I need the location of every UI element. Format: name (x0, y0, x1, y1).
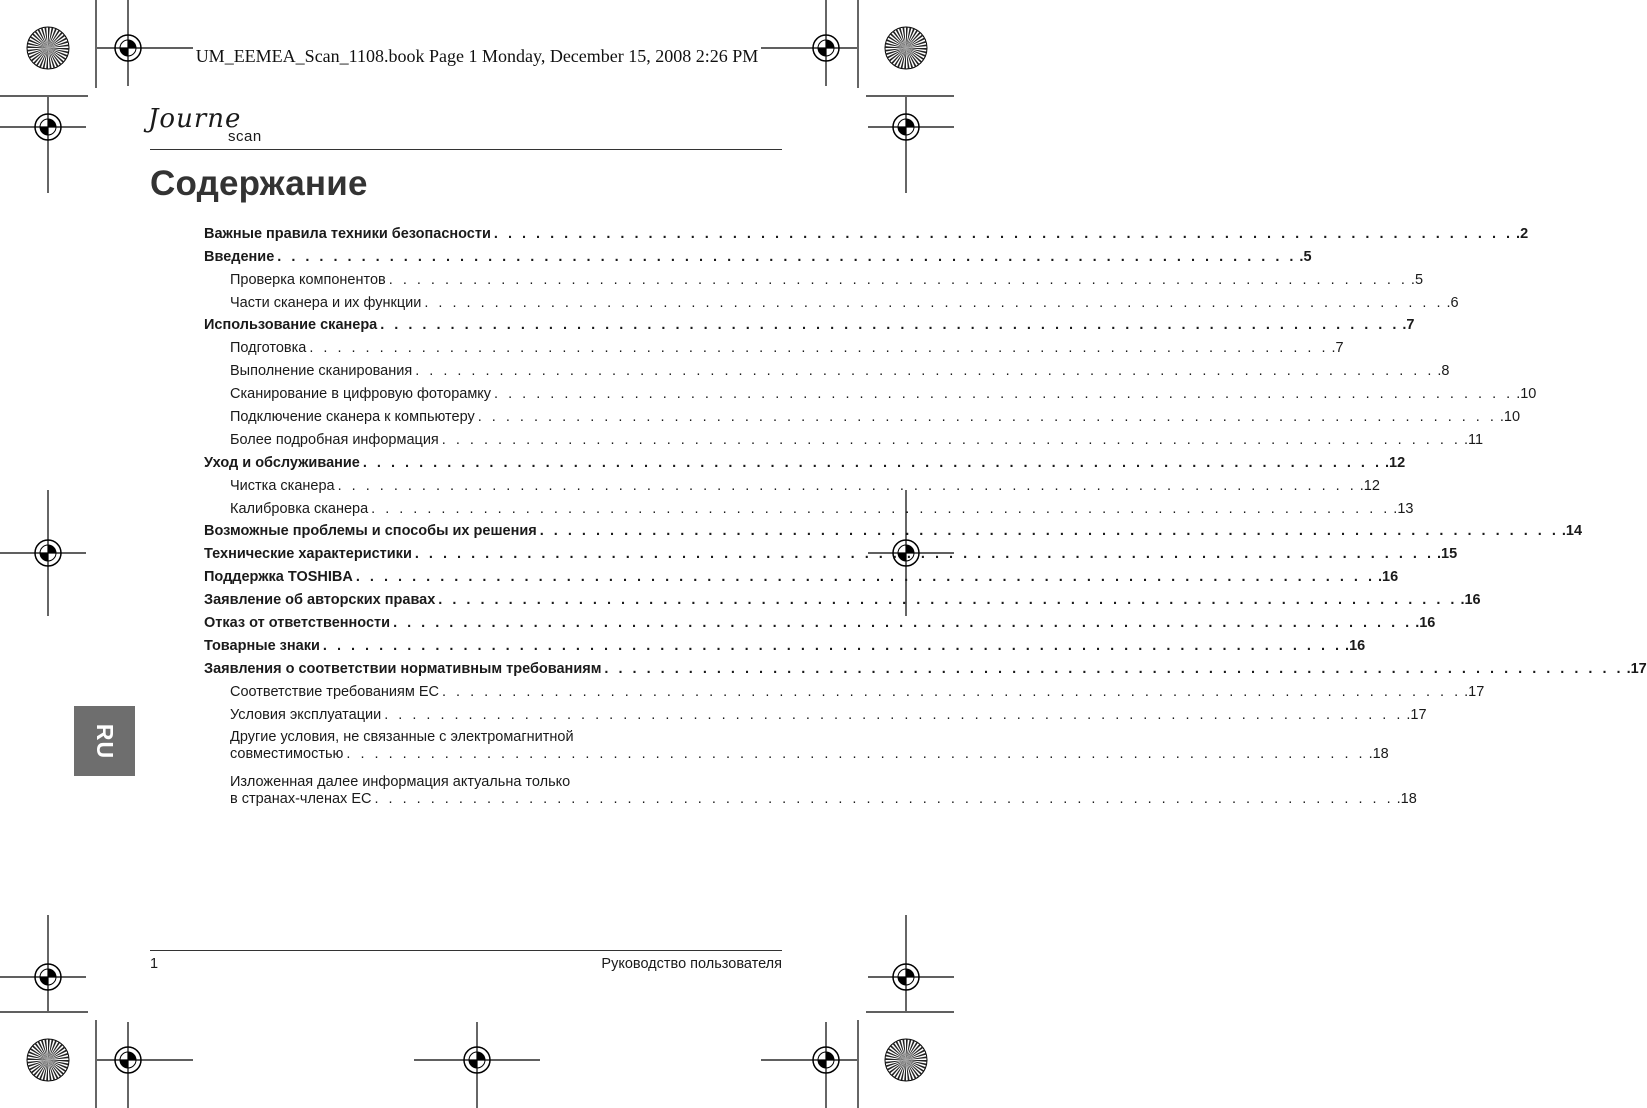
toc-leader-dots: . . . . . . . . . . . . . . . . . . . . . . . . . . . . . . . . . . . . . . . . . . . . . . . . . . . . . . . . . . . . . . . . . . . . . . . . . (424, 294, 1444, 311)
toc-entry[interactable] (204, 724, 1389, 769)
toc-leader-dots: . . . . . . . . . . . . . . . . . . . . . . . . . . . . . . . . . . . . . . . . . . . . . . . . . . . . . . . . . . . . . . . . . . . . . . . . . (493, 225, 1514, 242)
toc-entry-page: .15 (1437, 546, 1458, 563)
toc-entry-title: совместимостью (230, 745, 344, 762)
toc-entry-page: .16 (1415, 615, 1436, 632)
toc-entry-title: Уход и обслуживание (204, 454, 360, 471)
color-starburst-mark (885, 1039, 927, 1081)
logo-script: Journe (148, 104, 242, 134)
toc-entry-page: .10 (1499, 409, 1521, 426)
toc-entry-title: Использование сканера (204, 317, 378, 334)
toc-entry-page: .5 (1410, 271, 1424, 288)
toc-entry-page: .17 (1626, 660, 1647, 677)
toc-entry[interactable] (204, 380, 1537, 403)
toc-entry-title: Технические характеристики (204, 546, 412, 563)
toc-entry-page: .8 (1437, 363, 1450, 380)
table-of-contents (204, 220, 1647, 814)
toc-leader-dots: . . . . . . . . . . . . . . . . . . . . . . . . . . . . . . . . . . . . . . . . . . . . . . . . . . . . . . . . . . . . . . . . . . . . . . . . . (438, 592, 1458, 609)
color-starburst-mark (27, 1039, 69, 1081)
toc-entry-title: Подготовка (230, 340, 307, 357)
toc-entry[interactable] (204, 540, 1458, 563)
language-tab (74, 706, 135, 776)
toc-entry-page: .18 (1396, 790, 1417, 807)
toc-entry-title: Подключение сканера к компьютеру (230, 409, 475, 426)
toc-entry-page: .14 (1561, 523, 1583, 540)
toc-leader-dots: . . . . . . . . . . . . . . . . . . . . . . . . . . . . . . . . . . . . . . . . . . . . . . . . . . . . . . . . . . . . . . . . . . . . . . . . . (362, 454, 1383, 471)
toc-entry-page: .10 (1516, 386, 1537, 403)
toc-entry[interactable] (204, 678, 1485, 701)
toc-entry-title: Чистка сканера (230, 477, 335, 494)
toc-entry-title: Условия эксплуатации (230, 706, 382, 723)
toc-leader-dots: . . . . . . . . . . . . . . . . . . . . . . . . . . . . . . . . . . . . . . . . . . . . . . . . . . . . . . . . . . . . . . . . . . . . . . . . . (346, 745, 1366, 762)
toc-entry[interactable] (204, 449, 1406, 472)
toc-entry[interactable] (204, 655, 1647, 678)
toc-leader-dots: . . . . . . . . . . . . . . . . . . . . . . . . . . . . . . . . . . . . . . . . . . . . . . . . . . . . . . . . . . . . . . . . . . . . . . . . . (604, 660, 1624, 677)
toc-leader-dots: . . . . . . . . . . . . . . . . . . . . . . . . . . . . . . . . . . . . . . . . . . . . . . . . . . . . . . . . . . . . . . . . . . . . . . . . . (388, 271, 1408, 288)
toc-entry[interactable] (204, 426, 1484, 449)
toc-entry-page: .7 (1331, 340, 1344, 357)
toc-entry-title: Проверка компонентов (230, 271, 386, 288)
toc-leader-dots: . . . . . . . . . . . . . . . . . . . . . . . . . . . . . . . . . . . . . . . . . . . . . . . . . . . . . . . . . . . . . . . . . . . . . . . . . (442, 683, 1462, 700)
toc-entry-page: .2 (1516, 225, 1529, 242)
toc-leader-dots: . . . . . . . . . . . . . . . . . . . . . . . . . . . . . . . . . . . . . . . . . . . . . . . . . . . . . . . . . . . . . . . . . . . . . . . . . (355, 569, 1376, 586)
toc-entry-page: .17 (1406, 706, 1427, 723)
header-rule (150, 149, 782, 150)
toc-leader-dots: . . . . . . . . . . . . . . . . . . . . . . . . . . . . . . . . . . . . . . . . . . . . . . . . . . . . . . . . . . . . . . . . . . . . . . . . . (441, 431, 1461, 448)
toc-leader-dots: . . . . . . . . . . . . . . . . . . . . . . . . . . . . . . . . . . . . . . . . . . . . . . . . . . . . . . . . . . . . . . . . . . . . . . . . . (384, 706, 1404, 723)
toc-entry[interactable] (204, 609, 1436, 632)
toc-entry-page: .16 (1460, 592, 1481, 609)
footer-page-number: 1 (150, 956, 159, 972)
toc-entry-page: .16 (1378, 569, 1399, 586)
toc-entry[interactable] (204, 563, 1399, 586)
toc-leader-dots: . . . . . . . . . . . . . . . . . . . . . . . . . . . . . . . . . . . . . . . . . . . . . . . . . . . . . . . . . . . . . . . . . . . . . . . . . (277, 248, 1297, 265)
logo-sub: scan (228, 128, 262, 145)
toc-entry-page: .16 (1345, 637, 1366, 654)
toc-entry[interactable] (204, 312, 1415, 335)
page-title: Содержание (150, 164, 368, 203)
toc-leader-dots: . . . . . . . . . . . . . . . . . . . . . . . . . . . . . . . . . . . . . . . . . . . . . . . . . . . . . . . . . . . . . . . . . . . . . . . . . (337, 477, 1357, 494)
toc-entry-title: Сканирование в цифровую фоторамку (230, 386, 492, 403)
toc-entry-page: .11 (1463, 431, 1484, 448)
toc-leader-dots: . . . . . . . . . . . . . . . . . . . . . . . . . . . . . . . . . . . . . . . . . . . . . . . . . . . . . . . . . . . . . . . . . . . . . . . . . (380, 317, 1400, 334)
toc-entry[interactable] (204, 495, 1414, 518)
toc-entry-title: Соответствие требованиям ЕС (230, 683, 439, 700)
toc-leader-dots: . . . . . . . . . . . . . . . . . . . . . . . . . . . . . . . . . . . . . . . . . . . . . . . . . . . . . . . . . . . . . . . . . . . . . . . . . (371, 500, 1391, 517)
toc-entry[interactable] (204, 357, 1450, 380)
toc-entry-title: Поддержка TOSHIBA (204, 569, 353, 586)
toc-entry-page: .5 (1299, 248, 1312, 265)
toc-entry[interactable] (204, 472, 1380, 495)
toc-leader-dots: . . . . . . . . . . . . . . . . . . . . . . . . . . . . . . . . . . . . . . . . . . . . . . . . . . . . . . . . . . . . . . . . . . . . . . . . . (494, 386, 1514, 403)
toc-entry-page: .12 (1359, 477, 1380, 494)
file-slug: UM_EEMEA_Scan_1108.book Page 1 Monday, December 15, 2008 2:26 PM (195, 46, 759, 66)
toc-entry-title: Заявления о соответствии нормативным требованиям (204, 660, 602, 677)
toc-entry[interactable] (204, 701, 1427, 724)
toc-entry-title: Части сканера и их функции (230, 294, 422, 311)
toc-entry-page: .18 (1368, 745, 1389, 762)
toc-entry-title: Изложенная далее информация актуальна только (230, 773, 571, 790)
toc-entry-title: Другие условия, не связанные с электромагнитной (230, 728, 574, 745)
footer-rule (150, 950, 782, 951)
toc-entry-page: .7 (1402, 317, 1415, 334)
toc-entry[interactable] (204, 243, 1312, 266)
toc-entry[interactable] (204, 266, 1424, 289)
toc-entry-title: в странах-членах ЕС (230, 790, 372, 807)
toc-entry-title: Введение (204, 248, 275, 265)
toc-entry-title: Возможные проблемы и способы их решения (204, 523, 537, 540)
toc-leader-dots: . . . . . . . . . . . . . . . . . . . . . . . . . . . . . . . . . . . . . . . . . . . . . . . . . . . . . . . . . . . . . . . . . . . . . . . . . (322, 637, 1343, 654)
toc-entry-title: Заявление об авторских правах (204, 592, 436, 609)
toc-leader-dots: . . . . . . . . . . . . . . . . . . . . . . . . . . . . . . . . . . . . . . . . . . . . . . . . . . . . . . . . . . . . . . . . . . . . . . . . . (477, 409, 1497, 426)
footer-title: Руководство пользователя (601, 956, 782, 972)
toc-entry[interactable] (204, 220, 1529, 243)
toc-entry-page: .17 (1464, 683, 1485, 700)
toc-entry-title: Выполнение сканирования (230, 363, 413, 380)
language-tab-label: RU (91, 723, 118, 759)
toc-leader-dots: . . . . . . . . . . . . . . . . . . . . . . . . . . . . . . . . . . . . . . . . . . . . . . . . . . . . . . . . . . . . . . . . . . . . . . . . . (415, 363, 1435, 380)
toc-entry[interactable] (204, 334, 1344, 357)
toc-leader-dots: . . . . . . . . . . . . . . . . . . . . . . . . . . . . . . . . . . . . . . . . . . . . . . . . . . . . . . . . . . . . . . . . . . . . . . . . . (374, 790, 1394, 807)
toc-leader-dots: . . . . . . . . . . . . . . . . . . . . . . . . . . . . . . . . . . . . . . . . . . . . . . . . . . . . . . . . . . . . . . . . . . . . . . . . . (309, 340, 1329, 357)
toc-entry-title: Важные правила техники безопасности (204, 225, 491, 242)
toc-entry-page: .13 (1393, 500, 1414, 517)
toc-entry[interactable] (204, 769, 1417, 814)
toc-leader-dots: . . . . . . . . . . . . . . . . . . . . . . . . . . . . . . . . . . . . . . . . . . . . . . . . . . . . . . . . . . . . . . . . . . . . . . . . . (539, 523, 1559, 540)
toc-entry-title: Отказ от ответственности (204, 615, 391, 632)
toc-entry[interactable] (204, 632, 1366, 655)
toc-entry[interactable] (204, 518, 1583, 541)
toc-leader-dots: . . . . . . . . . . . . . . . . . . . . . . . . . . . . . . . . . . . . . . . . . . . . . . . . . . . . . . . . . . . . . . . . . . . . . . . . . (393, 615, 1413, 632)
toc-entry-title: Более подробная информация (230, 431, 439, 448)
toc-entry-title: Товарные знаки (204, 637, 320, 654)
toc-entry[interactable] (204, 289, 1459, 312)
toc-entry-title: Калибровка сканера (230, 500, 369, 517)
toc-entry[interactable] (204, 586, 1481, 609)
toc-entry-page: .6 (1446, 294, 1459, 311)
toc-entry-page: .12 (1385, 454, 1406, 471)
toc-leader-dots: . . . . . . . . . . . . . . . . . . . . . . . . . . . . . . . . . . . . . . . . . . . . . . . . . . . . . . . . . . . . . . . . . . . . . . . . . (414, 546, 1435, 563)
journe-scan-logo (148, 104, 288, 148)
toc-entry[interactable] (204, 403, 1521, 426)
